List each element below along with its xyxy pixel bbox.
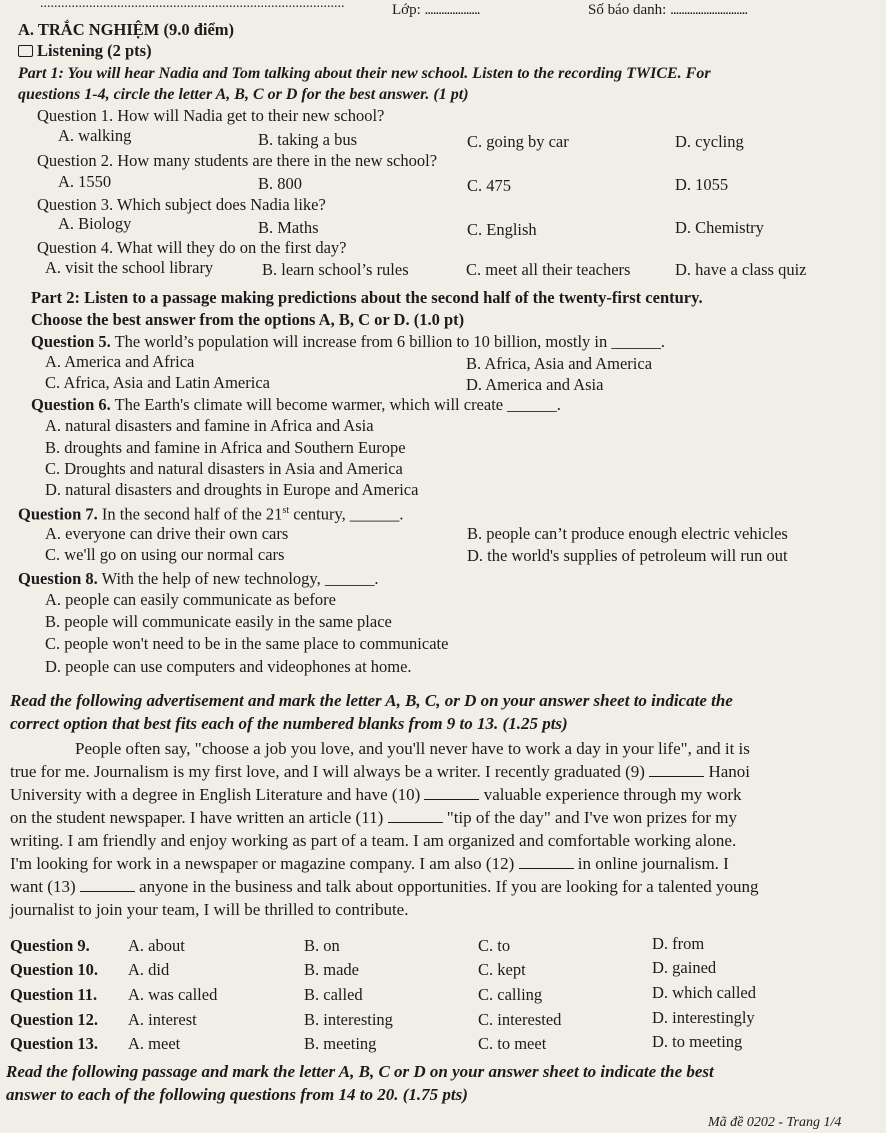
q2-option-b[interactable]: B. 800 [258,174,303,193]
reading1-instruction-2: correct option that best fits each of the numbered blanks from 9 to 13. (1.25 pts) [10,714,568,733]
q13-option-a[interactable]: A. meet [128,1034,181,1053]
q6-option-a[interactable]: A. natural disasters and famine in Africa and Asia [45,416,374,435]
blank-9[interactable] [649,776,704,777]
q4-option-b[interactable]: B. learn school’s rules [262,260,409,279]
candidate-dots: ............................ [670,2,748,18]
headphones-icon [18,45,33,57]
q7-option-d[interactable]: D. the world's supplies of petroleum will run out [467,546,788,565]
q4-option-c[interactable]: C. meet all their teachers [466,260,631,279]
q10-option-c[interactable]: C. kept [478,960,526,979]
q3-option-a[interactable]: A. Biology [58,214,132,233]
page-footer: Mã đề 0202 - Trang 1/4 [708,1115,842,1130]
q2-stem: Question 2. How many students are there in the new school? [37,151,438,170]
q3-option-b[interactable]: B. Maths [258,218,319,237]
passage-line-1: People often say, "choose a job you love, and you'll never have to work a day in your life", and it is [75,739,750,758]
passage-line-5: writing. I am friendly and enjoy working as part of a team. I am organized and comfortable working alone. [10,831,737,850]
q7-superscript: st [282,505,290,516]
q1-stem: Question 1. How will Nadia get to their new school? [37,106,385,125]
listening-heading: Listening (2 pts) [18,41,152,61]
part2-instruction-2: Choose the best answer from the options A, B, C or D. (1.0 pt) [31,310,465,329]
q5-option-b[interactable]: B. Africa, Asia and America [466,354,653,373]
q9-label: Question 9. [10,936,90,955]
q3-option-d[interactable]: D. Chemistry [675,218,764,237]
reading1-instruction-1: Read the following advertisement and mark the letter A, B, C, or D on your answer sheet to indicate the [10,691,733,710]
blank-10[interactable] [424,799,479,800]
q6-option-b[interactable]: B. droughts and famine in Africa and Southern Europe [45,438,406,457]
q10-label: Question 10. [10,960,99,979]
q13-option-b[interactable]: B. meeting [304,1034,377,1053]
q13-option-c[interactable]: C. to meet [478,1034,547,1053]
q2-option-a[interactable]: A. 1550 [58,172,112,191]
q10-option-d[interactable]: D. gained [652,958,717,977]
q4-stem: Question 4. What will they do on the first day? [37,238,347,257]
q2-option-d[interactable]: D. 1055 [675,175,729,194]
passage-line-6: I'm looking for work in a newspaper or magazine company. I am also (12) in online journalism. I [10,854,729,873]
part2-instruction-1: Part 2: Listen to a passage making predictions about the second half of the twenty-first century. [31,288,703,307]
blank-13[interactable] [80,891,135,892]
q12-option-d[interactable]: D. interestingly [652,1008,755,1027]
q11-option-c[interactable]: C. calling [478,985,543,1004]
q12-option-b[interactable]: B. interesting [304,1010,393,1029]
q8-blank[interactable]: ______. [324,569,379,588]
q6-blank[interactable]: ______. [507,395,561,414]
header-top-dots: ....................................................................................... [40,0,345,11]
q5-option-a[interactable]: A. America and Africa [45,352,195,371]
q9-option-d[interactable]: D. from [652,934,705,953]
part1-instruction-1: Part 1: You will hear Nadia and Tom talking about their new school. Listen to the recording TWICE. For [18,65,711,82]
q5-stem: Question 5. The world’s population will increase from 6 billion to 10 billion, mostly in ______. [31,332,665,351]
q8-option-a[interactable]: A. people can easily communicate as before [45,590,336,609]
q4-option-a[interactable]: A. visit the school library [45,258,214,277]
q1-option-b[interactable]: B. taking a bus [258,130,357,149]
q9-option-a[interactable]: A. about [128,936,185,955]
candidate-field [588,0,747,20]
q6-option-c[interactable]: C. Droughts and natural disasters in Asia and America [45,459,403,478]
q5-blank[interactable]: ______. [611,332,665,351]
q6-stem: Question 6. The Earth's climate will become warmer, which will create ______. [31,395,561,414]
q7-stem-end: century, [289,504,346,524]
q11-label: Question 11. [10,985,98,1004]
q7-option-b[interactable]: B. people can’t produce enough electric vehicles [467,524,788,543]
q3-stem: Question 3. Which subject does Nadia like? [37,195,326,214]
q12-option-a[interactable]: A. interest [128,1010,197,1029]
section-title: A. TRẮC NGHIỆM (9.0 điểm) [18,20,235,39]
part1-instruction-2: questions 1-4, circle the letter A, B, C or D for the best answer. (1 pt) [18,86,469,103]
blank-11[interactable] [388,822,443,823]
q13-option-d[interactable]: D. to meeting [652,1032,743,1051]
q3-option-c[interactable]: C. English [467,220,537,239]
q7-option-a[interactable]: A. everyone can drive their own cars [45,524,289,543]
q9-option-b[interactable]: B. on [304,936,340,955]
q8-option-b[interactable]: B. people will communicate easily in the same place [45,612,392,631]
q7-option-c[interactable]: C. we'll go on using our normal cars [45,545,285,564]
q8-option-d[interactable]: D. people can use computers and videophones at home. [45,657,412,676]
blank-12[interactable] [519,868,574,869]
class-dots: .................... [424,2,480,18]
q4-option-d[interactable]: D. have a class quiz [675,260,807,279]
q12-option-c[interactable]: C. interested [478,1010,562,1029]
candidate-label: Số báo danh: [588,2,667,18]
q7-stem: Question 7. In the second half of the 21st century, ______. [18,504,404,524]
class-label: Lớp: [392,2,421,18]
q8-stem: Question 8. With the help of new technology, ______. [18,569,379,588]
passage-line-3: University with a degree in English Literature and have (10) valuable experience through my work [10,785,742,804]
class-field [392,0,480,20]
passage-line-4: on the student newspaper. I have written an article (11) "tip of the day" and I've won prizes for my [10,808,738,827]
q11-option-b[interactable]: B. called [304,985,363,1004]
q7-blank[interactable]: ______. [349,504,404,524]
q11-option-a[interactable]: A. was called [128,985,218,1004]
q5-option-c[interactable]: C. Africa, Asia and Latin America [45,373,270,392]
passage-line-2: true for me. Journalism is my first love, and I will always be a writer. I recently graduated (9) Hanoi [10,762,750,781]
q1-option-a[interactable]: A. walking [58,126,132,145]
q6-option-d[interactable]: D. natural disasters and droughts in Europe and America [45,480,419,499]
q8-option-c[interactable]: C. people won't need to be in the same place to communicate [45,634,449,653]
reading2-instruction-1: Read the following passage and mark the letter A, B, C or D on your answer sheet to indicate the best [6,1062,714,1081]
q1-option-c[interactable]: C. going by car [467,132,569,151]
reading2-instruction-2: answer to each of the following questions from 14 to 20. (1.75 pts) [6,1085,468,1104]
q11-option-d[interactable]: D. which called [652,983,757,1002]
q2-option-c[interactable]: C. 475 [467,176,512,195]
q13-label: Question 13. [10,1034,99,1053]
q10-option-b[interactable]: B. made [304,960,359,979]
q10-option-a[interactable]: A. did [128,960,170,979]
q5-option-d[interactable]: D. America and Asia [466,375,604,394]
q9-option-c[interactable]: C. to [478,936,511,955]
q1-option-d[interactable]: D. cycling [675,132,744,151]
q12-label: Question 12. [10,1010,99,1029]
passage-line-7: want (13) anyone in the business and talk about opportunities. If you are looking for a talented young [10,877,759,896]
passage-line-8: journalist to join your team, I will be thrilled to contribute. [10,900,409,919]
